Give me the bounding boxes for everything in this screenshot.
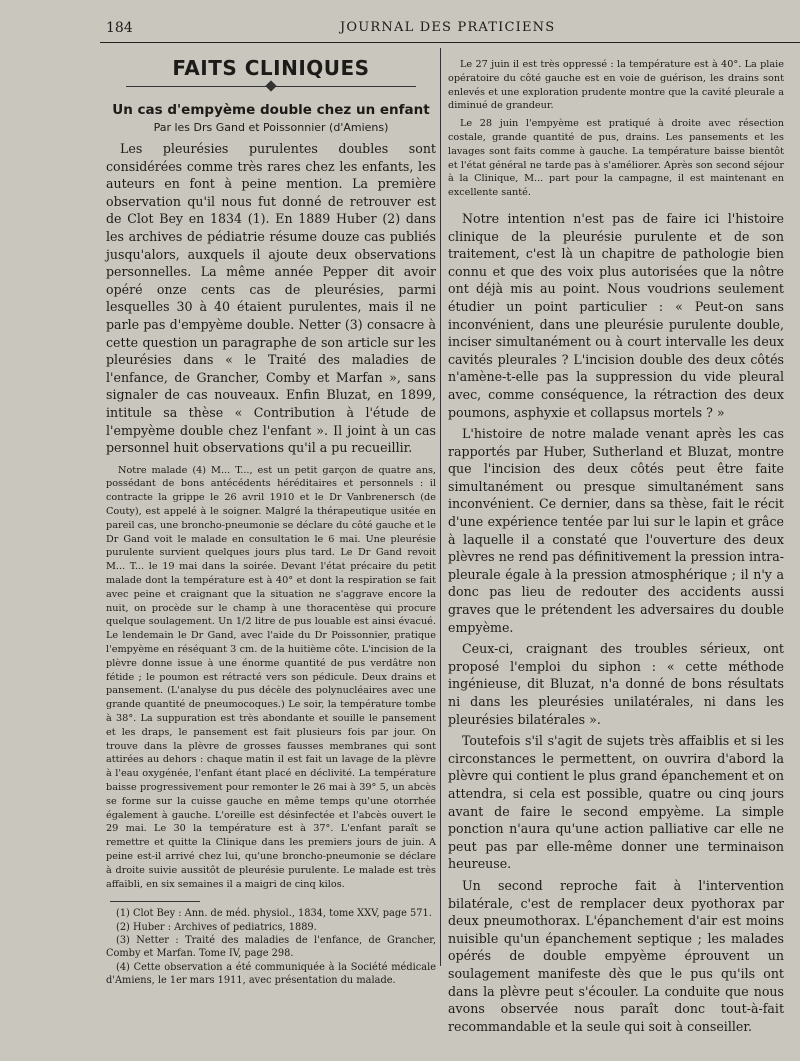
body-paragraph: Ceux-ci, craignant des troubles sérieux, ont proposé l'emploi du siphon : « cette méthode ingénieuse, dit Bluzat, n'a donné de bons résultats ni dans les pleurésies unilatérales, ni dans les pleurésies bilatérales ». — [448, 641, 784, 727]
title-ornament — [126, 86, 416, 96]
article-title: Un cas d'empyème double chez un enfant — [112, 102, 430, 118]
section-title: FAITS CLINIQUES — [172, 56, 370, 80]
footnote-rule — [110, 901, 200, 902]
footnote-1: (1) Clot Bey : Ann. de méd. physiol., 1834, tome XXV, page 571. — [116, 908, 432, 920]
running-title: JOURNAL DES PRATICIENS — [340, 20, 556, 35]
article-byline: Par les Drs Gand et Poissonnier (d'Amiens) — [153, 121, 389, 134]
footnote-4: (4) Cette observation a été communiquée à la Société médicale d'Amiens, le 1er mars 1911, avec présentation du malade. — [106, 961, 436, 986]
observation-paragraph: Le 28 juin l'empyème est pratiqué à droite avec résection costale, grande quantité de pus, drains. Les pansements et les lavages sont faits comme à gauche. La température baisse bientôt et l'état général ne tarde pas à s'améliorer. Après son second séjour à la Clinique, M... part pour la campagne, il est maintenant en excellente santé. — [448, 118, 784, 199]
intro-paragraph: Les pleurésies purulentes doubles sont considérées comme très rares chez les enfants, les auteurs en font à peine mention. La première observation qu'il nous fut donné de retrouver est de Clot Bey en 1834 (1). En 1889 Huber (2) dans les archives de pédiatrie résume douze cas publiés jusqu'alors, auxquels il ajoute deux observations personnelles. La même année Pepper dit avoir opéré onze cents cas de pleurésies, parmi lesquelles 30 à 40 étaient purulentes, mais il ne parle pas d'empyème double. Netter (3) consacre à cette question un paragraphe de son article sur les pleurésies dans « le Traité des maladies de l'enfance, de Grancher, Comby et Marfan », sans signaler de cas nouveaux. Enfin Bluzat, en 1899, intitule sa thèse « Contribution à l'étude de l'empyème double chez l'enfant ». Il joint à un cas personnel huit observations qu'il a pu recueillir. — [106, 141, 436, 456]
page-number: 184 — [106, 20, 133, 36]
body-paragraph: Un second reproche fait à l'intervention bilatérale, c'est de remplacer deux pyothorax par deux pneumothorax. L'épanchement d'air est moins nuisible qu'un épanchement septique ; les malades opérés de double empyème éprouvent un soulagement manifeste dès que le pus qu'ils ont dans la plèvre peut s'écouler. La conduite que nous avons observée nous paraît donc tout-à-fait recommandable et la seule qui soit à conseiller. — [448, 877, 784, 1034]
spacer — [448, 200, 784, 210]
page-header — [100, 18, 800, 42]
right-column — [448, 58, 784, 1035]
body-paragraph: Notre intention n'est pas de faire ici l'histoire clinique de la pleurésie purulente et de son traitement, c'est là un chapitre de pathologie bien connu et que des voix plus autorisées que la nôtre ont déjà mis au point. Nous voudrions seulement étudier un point particulier : « Peut-on sans inconvénient, dans une pleurésie purulente double, inciser simultanément ou à court intervalle les deux cavités pleurales ? L'incision double des deux côtés n'amène-t-elle pas la suppression du vide pleural avec, comme conséquence, la rétraction des deux poumons, asphyxie et collapsus mortels ? » — [448, 210, 784, 420]
column-divider — [440, 48, 441, 966]
left-column — [106, 56, 436, 987]
observation-paragraph: Le 27 juin il est très oppressé : la température est à 40°. La plaie opératoire du côté gauche est en voie de guérison, les drains sont enlevés et une exploration prudente montre que la cavité pleurale a diminué de grandeur. — [448, 59, 784, 112]
observation-paragraph: Notre malade (4) M... T..., est un petit garçon de quatre ans, possédant de bons antécédents héréditaires et personnels : il contracte la grippe le 26 avril 1910 et le Dr Vanbrenersch (de Couty), est appelé à le soigner. Malgré la thérapeutique usitée en pareil cas, une broncho-pneumonie se déclare du côté gauche et le Dr Gand voit le malade en consultation le 6 mai. Une pleurésie purulente survient quelques jours plus tard. Le Dr Gand revoit M... T... le 19 mai dans la soirée. Devant l'état précaire du petit malade dont la température est à 40° et dont la respiration se fait avec peine et craignant que la situation ne s'aggrave encore la nuit, on procède sur le champ à une thoracentèse qui procure quelque soulagement. Un 1/2 litre de pus louable est ainsi évacué. Le lendemain le Dr Gand, avec l'aide du Dr Poissonnier, pratique l'empyème en réséquant 3 cm. de la huitième côte. L'incision de la plèvre donne issue à une énorme quantité de pus verdâtre non fétide ; le poumon est rétracté vers son pédicule. Deux drains et pansement. (L'analyse du pus décèle des polynucléaires avec une grande quantité de pneumocoques.) Le soir, la température tombe à 38°. La suppuration est très abondante et souille le pansement et les draps, le pansement est fait plusieurs fois par jour. On trouve dans la plèvre de grosses fausses membranes qui sont attirées au dehors : chaque matin il est fait un lavage de la plèvre à l'eau oxygénée, l'enfant étant placé en déclivité. La température baisse progressivement pour remonter le 26 mai à 39° 5, un abcès se forme sur la cuisse gauche en même temps qu'une otorrhée également à gauche. L'oreille est désinfectée et l'abcès ouvert le 29 mai. Le 30 la température est à 37°. L'enfant paraît se remettre et quitte la Clinique dans les premiers jours de juin. A peine est-il arrivé chez lui, qu'une broncho-pneumonie se déclare à droite suivie aussitôt de pleurésie purulente. Le malade est très affaibli, en six semaines il a maigri de cinq kilos. — [106, 464, 436, 890]
body-paragraph: L'histoire de notre malade venant après les cas rapportés par Huber, Sutherland et Bluzat, montre que l'incision des deux côtés peut être faite simultanément ou presque simultanément sans inconvénient. Ce dernier, dans sa thèse, fait le récit d'une expérience tentée par lui sur le lapin et grâce à laquelle il a constaté que l'ouverture des deux plèvres ne rend pas définitivement la pression intra-pleurale égale à la pression atmosphérique ; il n'y a donc pas lieu de redouter des accidents aussi graves que le prétendent les adversaires du double empyème. — [448, 426, 784, 635]
footnotes — [106, 907, 436, 987]
footnote-3: (3) Netter : Traité des maladies de l'enfance, de Grancher, Comby et Marfan. Tome IV, page 298. — [106, 934, 436, 960]
observation-continued — [448, 58, 784, 200]
footnote-2: (2) Huber : Archives of pediatrics, 1889. — [116, 921, 317, 933]
body-paragraph: Toutefois s'il s'agit de sujets très affaiblis et si les circonstances le permettent, on ouvrira d'abord la plèvre qui contient le plus grand épanchement et on attendra, si cela est possible, quatre ou cinq jours avant de faire le second empyème. La simple ponction n'aura qu'une action palliative car elle ne peut pas par elle-même donner une terminaison heureuse. — [448, 733, 784, 872]
header-rule — [100, 42, 800, 43]
